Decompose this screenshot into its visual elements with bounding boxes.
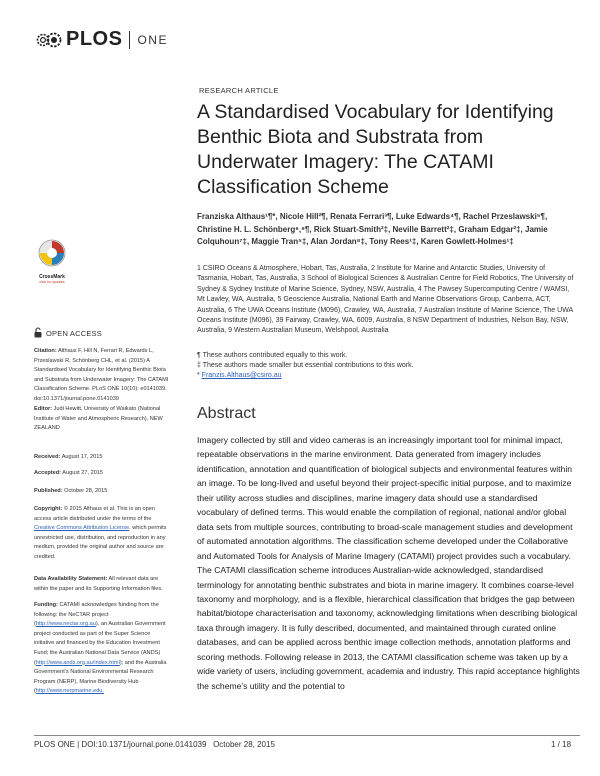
funding-text-a: CATAMI acknowledges funding from the following: the NeCTAR project ( xyxy=(34,602,159,628)
accepted-value: August 27, 2015 xyxy=(62,470,104,476)
accepted-date xyxy=(34,469,172,479)
nerp-link[interactable]: http://www.nerpmarine.edu. xyxy=(35,688,104,695)
author-notes xyxy=(197,351,577,381)
funding-label: Funding: xyxy=(34,602,58,608)
affiliations: 1 CSIRO Oceans & Atmosphere, Hobart, Tas, Australia, 2 Institute for Marine and Antarctic Studies, University of Tasmania, Hobart, Tas, Australia, 3 School of Biological Sciences & Australian Centre for Field Robotics, The University of Sydney & Sydney Institute of Marine Science, Sydney, NSW, Australia, 4 The Pawsey Supercomputing Centre / WAMSI, Mt Lawley, WA, Australia, 5 Geoscience Australia, National Earth and Marine Observations Group, Canberra, ACT, Australia, 6 The UWA Oceans Institute (M096), Crawley, WA, Australia, 7 Australian Institute of Marine Science, The UWA Oceans Institute (M096), 39 Fairway, Crawley, WA, 6009, Australia, 8 NSW Department of Industries, Nelson Bay, NSW, Australia, 9 Western Australian Museum, Welshpool, Australia xyxy=(197,265,574,335)
corresponding-email-line xyxy=(197,371,577,381)
editor-label: Editor: xyxy=(34,406,53,412)
open-access-label: OPEN ACCESS xyxy=(46,329,102,338)
footer-citation: PLOS ONE | DOI:10.1371/journal.pone.0141039 October 28, 2015 xyxy=(34,740,275,749)
published-value: October 28, 2015 xyxy=(64,488,108,494)
article-title: A Standardised Vocabulary for Identifying Benthic Biota and Substrata from Underwater Imagery: The CATAMI Classification Scheme xyxy=(197,101,554,198)
journal-name: ONE xyxy=(137,32,168,47)
accepted-label: Accepted: xyxy=(34,470,62,476)
funding-block xyxy=(34,601,172,703)
funding-text-c: ); and the Australia Government's National Environmental Research Program (NERP), Marine Biodiversity Hub ( xyxy=(34,659,167,695)
citation-block xyxy=(34,347,172,405)
logo-divider xyxy=(129,31,130,49)
copyright-block xyxy=(34,505,172,563)
funding-text-b: ), an Australian Government project conducted as part of the Super Science initiative and financed by the Education Investment Fund; the Australian National Data Service (ANDS) ( xyxy=(34,621,166,666)
abstract-heading: Abstract xyxy=(197,405,256,422)
ands-link[interactable]: http://www.ands.org.au/index.html xyxy=(35,659,120,666)
plos-one-logo[interactable] xyxy=(36,28,168,51)
copyright-label: Copyright: xyxy=(34,506,63,512)
crossmark-badge[interactable] xyxy=(34,239,70,284)
data-availability-block xyxy=(34,575,172,594)
brand-name: PLOS xyxy=(66,28,123,50)
corresponding-email-link[interactable]: Franzis.Althaus@csiro.au xyxy=(201,372,282,379)
crossmark-icon xyxy=(34,239,70,269)
plos-mark-icon xyxy=(36,30,62,50)
open-lock-icon xyxy=(34,327,42,340)
page-number: 1 / 18 xyxy=(551,740,572,749)
nectar-link[interactable]: http://www.nectar.org.au xyxy=(35,621,96,628)
crossmark-sublabel: click for updates xyxy=(39,280,65,284)
editor-block xyxy=(34,405,172,434)
published-date xyxy=(34,487,172,497)
license-link[interactable]: Creative Commons Attribution License xyxy=(34,525,130,532)
open-access-badge xyxy=(34,327,102,340)
received-label: Received: xyxy=(34,454,61,460)
note-smaller-contribution: ‡ These authors made smaller but essential contributions to this work. xyxy=(197,362,414,369)
data-availability-label: Data Availability Statement: xyxy=(34,576,108,582)
citation-label: Citation: xyxy=(34,348,57,354)
published-label: Published: xyxy=(34,488,63,494)
copyright-text-a: © 2015 Althaus et al. This is an open access article distributed under the terms of the xyxy=(34,506,155,522)
note-equal-contribution: ¶ These authors contributed equally to this work. xyxy=(197,352,348,359)
citation-text: Althaus F, Hill N, Ferrari R, Edwards L, Przeslawski R, Schönberg CHL, et al. (2015) A Standardised Vocabulary for Identifying Benthic Biota and Substrata from Underwater Imagery: The CATAMI Classification Scheme. PLoS ONE 10(10): e0141039. doi:10.1371/journal.pone.0141039 xyxy=(34,348,169,402)
received-value: August 17, 2015 xyxy=(61,454,103,460)
author-list: Franziska Althaus¹¶*, Nicole Hill²¶, Renata Ferrari³¶, Luke Edwards⁴¶, Rachel Przeslawski⁵¶, Christine H. L. Schönberg⁶,⁹¶, Rick Stuart-Smith²‡, Neville Barrett²‡, Graham Edgar²‡, Jamie Colquhoun⁷‡, Maggie Tran⁵‡, Alan Jordan⁸‡, Tony Rees¹‡, Karen Gowlett-Holmes¹‡ xyxy=(197,212,548,246)
email-prefix: * xyxy=(197,372,202,379)
data-availability-text: All relevant data are within the paper and its Supporting Information files. xyxy=(34,576,163,592)
crossmark-label: CrossMark xyxy=(39,274,65,280)
copyright-text-b: , which permits unrestricted use, distribution, and reproduction in any medium, provided the original author and source are credited. xyxy=(34,525,167,560)
footer-rule xyxy=(34,735,580,736)
received-date xyxy=(34,453,172,463)
editor-text: Judi Hewitt, University of Waikato (National Institute of Water and Atmospheric Research), NEW ZEALAND xyxy=(34,406,163,432)
abstract-body: Imagery collected by still and video cameras is an increasingly important tool for minimal impact, repeatable observations in the marine environment. Data generated from imagery includes identification, annotation and quantification of biological subjects and environmental features within an image. To be long-lived and useful beyond their project-specific initial purpose, and to maximize their utility across studies and disciplines, marine imagery data should use a standardised vocabulary of defined terms. This would enable the compilation of regional, national and/or global data sets from multiple sources, contributing to broad-scale management studies and development of automated annotation algorithms. The classification scheme developed under the Collaborative and Automated Tools for Analysis of Marine Imagery (CATAMI) project provides such a vocabulary. The CATAMI classification scheme introduces Australian-wide acknowledged, standardised terminology for annotating benthic substrates and biota in marine imagery. It combines coarse-level taxonomy and morphology, and is a flexible, hierarchical classification that bridges the gap between habitat/biotope characterisation and taxonomy, acknowledging limitations when describing biological taxa through imagery. It is fully described, documented, and maintained through curated online databases, and can be applied across benthic image collection methods, annotation platforms and scoring methods. Following release in 2013, the CATAMI classification scheme was taken up by a wide variety of users, including government, academia and industry. This rapid acceptance highlights the scheme's utility and the potential to xyxy=(197,435,580,691)
article-type: RESEARCH ARTICLE xyxy=(199,86,279,95)
